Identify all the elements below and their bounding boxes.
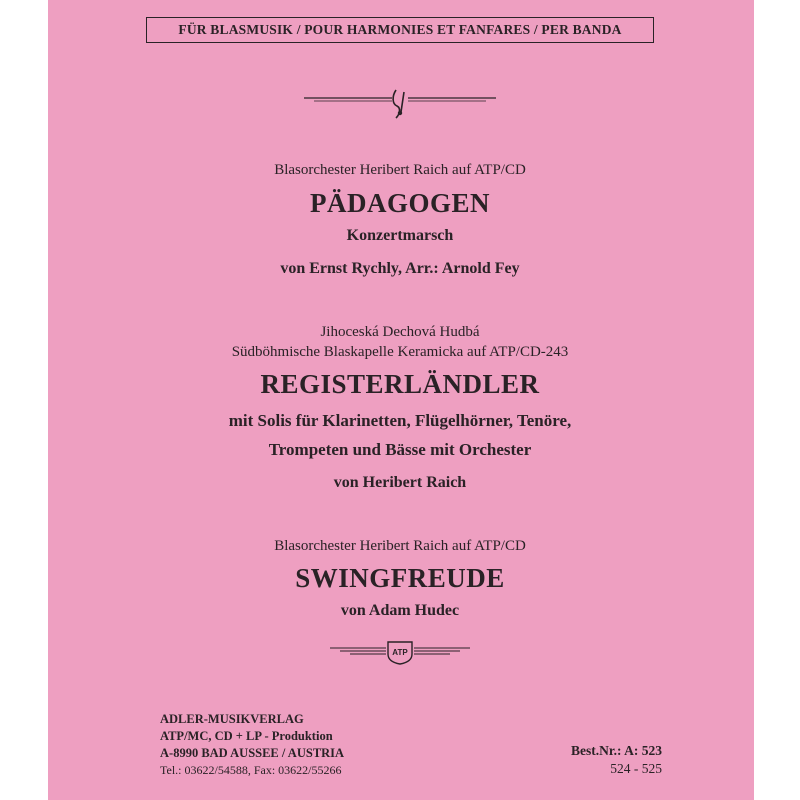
piece2-performer-line2: Südböhmische Blaskapelle Keramicka auf ATP/CD-243 <box>231 344 569 360</box>
piece2-credit: von Heribert Raich <box>333 474 467 491</box>
order-number: Best.Nr.: A: 523 <box>571 743 662 758</box>
piece1-performer: Blasorchester Heribert Raich auf ATP/CD <box>274 162 526 178</box>
ornament-divider-icon <box>300 86 500 122</box>
atp-logo-icon <box>300 638 500 666</box>
piece1-title: PÄDAGOGEN <box>310 188 490 218</box>
piece2-title: REGISTERLÄNDLER <box>260 369 540 399</box>
piece2-desc-line1: mit Solis für Klarinetten, Flügelhörner, Tenöre, <box>228 411 572 430</box>
piece3-title: SWINGFREUDE <box>295 563 505 593</box>
piece2-desc-line2: Trompeten und Bässe mit Orchester <box>268 440 532 459</box>
publisher-name: ADLER-MUSIKVERLAG <box>160 712 304 726</box>
publisher-production: ATP/MC, CD + LP - Produktion <box>160 729 333 743</box>
publisher-address: A-8990 BAD AUSSEE / AUSTRIA <box>160 746 345 760</box>
piece1-subtitle: Konzertmarsch <box>346 227 454 244</box>
svg-text:ATP: ATP <box>392 648 408 657</box>
piece2-performer-line1: Jihoceská Dechová Hudbá <box>320 324 480 340</box>
piece1-credit: von Ernst Rychly, Arr.: Arnold Fey <box>280 260 520 277</box>
order-range: 524 - 525 <box>610 761 662 776</box>
header-banner: FÜR BLASMUSIK / POUR HARMONIES ET FANFARES / PER BANDA <box>146 17 654 43</box>
piece3-credit: von Adam Hudec <box>340 602 460 619</box>
publisher-phone: Tel.: 03622/54588, Fax: 03622/55266 <box>160 763 342 777</box>
piece3-performer: Blasorchester Heribert Raich auf ATP/CD <box>274 538 526 554</box>
